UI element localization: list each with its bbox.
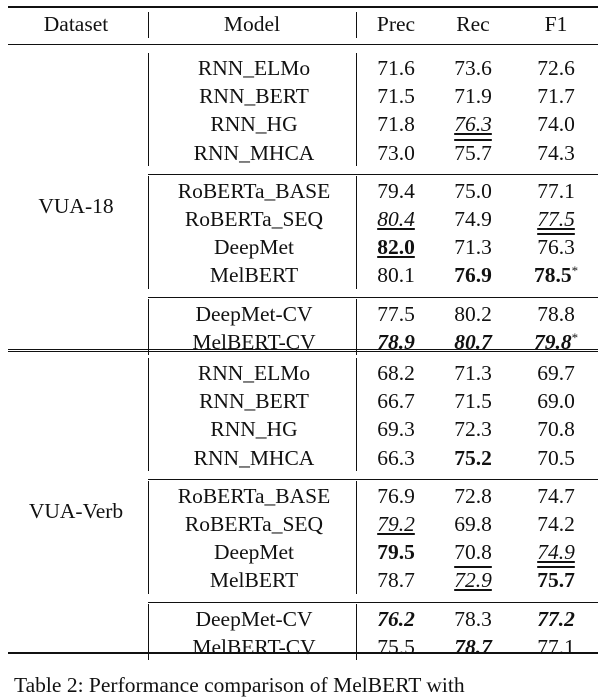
prec-number: 68.2: [377, 361, 415, 385]
prec-value: [377, 262, 415, 288]
f1-value: [537, 511, 575, 537]
prec-number: 71.6: [377, 56, 415, 80]
model-name: MelBERT: [209, 263, 299, 288]
prec-number: 80.4: [377, 207, 415, 231]
prec-number: 71.8: [377, 112, 415, 137]
rec-number: 71.5: [454, 389, 492, 414]
header-prec: Prec: [376, 12, 416, 36]
rec-value: [454, 206, 492, 232]
prec-number: 78.9: [377, 329, 415, 354]
model-name: RNN_MHCA: [193, 445, 315, 470]
f1-value: [537, 55, 575, 81]
top-rule: [8, 6, 598, 8]
f1-number: 74.0: [537, 112, 575, 137]
rec-value: [454, 234, 492, 260]
model-name: RoBERTa_BASE: [177, 178, 331, 203]
f1-value: [537, 539, 575, 565]
f1-value: [537, 178, 575, 204]
significance-mark: *: [571, 263, 579, 279]
rec-value: [454, 178, 492, 204]
model-sep: [356, 604, 357, 660]
model-sep: [356, 481, 357, 594]
f1-number: 70.5: [537, 445, 575, 470]
header-rec: Rec: [456, 12, 490, 36]
rec-value: [454, 511, 492, 537]
rec-value: [454, 606, 492, 632]
prec-number: 78.7: [377, 568, 415, 593]
f1-number: 79.8: [533, 329, 572, 354]
prec-value: [377, 178, 415, 204]
prec-value: [377, 483, 415, 509]
f1-value: [537, 416, 575, 442]
group-rule: [148, 174, 598, 175]
f1-number: 69.7: [537, 361, 575, 385]
f1-value: [537, 388, 575, 414]
rec-number: 76.3: [454, 112, 492, 137]
f1-value: [537, 140, 575, 166]
rec-number: 71.3: [454, 235, 492, 260]
prec-number: 69.3: [377, 417, 415, 442]
group-rule: [148, 297, 598, 298]
f1-number: 77.2: [537, 606, 575, 631]
prec-value: [377, 329, 415, 355]
prec-number: 82.0: [377, 235, 415, 260]
f1-value: [537, 567, 575, 593]
f1-value: [534, 329, 578, 355]
prec-value: [377, 539, 415, 565]
rec-value: [454, 445, 492, 471]
f1-number: 74.9: [537, 540, 575, 565]
rec-value: [454, 483, 492, 509]
rec-number: 75.7: [454, 140, 492, 165]
model-name: RNN_HG: [210, 417, 298, 442]
significance-mark: *: [571, 329, 579, 345]
prec-value: [377, 234, 415, 260]
f1-value: [534, 262, 578, 288]
prec-number: 80.1: [377, 263, 415, 288]
f1-number: 74.3: [537, 140, 575, 165]
rec-number: 80.7: [454, 329, 492, 354]
rec-number: 71.3: [454, 361, 492, 385]
rec-number: 75.2: [454, 445, 492, 470]
f1-number: 78.8: [537, 301, 575, 326]
rec-number: 78.7: [454, 634, 492, 659]
model-name: DeepMet: [214, 540, 294, 565]
model-sep: [356, 358, 357, 471]
rec-value: [454, 83, 492, 109]
dataset-label: VUA-18: [38, 194, 114, 218]
dataset-sep: [148, 176, 149, 289]
f1-number: 74.2: [537, 512, 575, 536]
model-name: RNN_BERT: [199, 389, 309, 414]
prec-number: 79.2: [377, 512, 415, 536]
prec-value: [377, 360, 415, 386]
model-sep: [356, 53, 357, 166]
rec-number: 76.9: [454, 263, 492, 288]
f1-value: [537, 83, 575, 109]
prec-value: [377, 83, 415, 109]
prec-value: [377, 511, 415, 537]
f1-number: 77.1: [537, 634, 575, 659]
f1-value: [537, 206, 575, 232]
rec-value: [454, 416, 492, 442]
prec-value: [377, 388, 415, 414]
dataset-sep: [148, 299, 149, 355]
model-name: MelBERT-CV: [192, 329, 316, 354]
model-name: MelBERT-CV: [192, 634, 316, 659]
rec-value: [454, 634, 492, 660]
f1-value: [537, 606, 575, 632]
f1-number: 71.7: [537, 84, 575, 109]
model-sep: [356, 176, 357, 289]
model-name: RNN_ELMo: [197, 56, 311, 80]
prec-number: 79.5: [377, 540, 415, 565]
f1-number: 78.5: [533, 263, 572, 288]
header-model: Model: [223, 12, 281, 36]
prec-number: 79.4: [377, 178, 415, 203]
model-sep: [356, 299, 357, 355]
model-name: RoBERTa_SEQ: [184, 207, 324, 231]
prec-value: [377, 111, 415, 137]
f1-number: 74.7: [537, 483, 575, 508]
prec-value: [377, 606, 415, 632]
rec-value: [454, 301, 492, 327]
model-name: RNN_HG: [210, 112, 298, 137]
table-caption: Table 2: Performance comparison of MelBERT with: [14, 673, 465, 697]
f1-value: [537, 234, 575, 260]
prec-value: [377, 206, 415, 232]
prec-number: 76.2: [377, 606, 415, 631]
header-sep-1: [148, 12, 149, 38]
f1-number: 77.5: [537, 207, 575, 231]
prec-number: 66.3: [377, 445, 415, 470]
dataset-sep: [148, 53, 149, 166]
rec-value: [454, 539, 492, 565]
rec-number: 72.3: [454, 417, 492, 442]
prec-number: 73.0: [377, 140, 415, 165]
prec-value: [377, 416, 415, 442]
header-f1: F1: [544, 12, 568, 36]
dataset-sep: [148, 604, 149, 660]
f1-value: [537, 445, 575, 471]
model-name: DeepMet-CV: [195, 606, 313, 631]
header-rule: [8, 44, 598, 45]
f1-number: 75.7: [537, 568, 575, 593]
prec-number: 75.5: [377, 634, 415, 659]
prec-number: 66.7: [377, 389, 415, 414]
group-rule: [148, 602, 598, 603]
rec-value: [454, 55, 492, 81]
f1-number: 76.3: [537, 235, 575, 260]
rec-value: [454, 567, 492, 593]
prec-value: [377, 55, 415, 81]
model-name: RNN_MHCA: [193, 140, 315, 165]
f1-number: 70.8: [537, 417, 575, 442]
prec-value: [377, 140, 415, 166]
rec-number: 70.8: [454, 540, 492, 565]
rec-value: [454, 140, 492, 166]
f1-number: 72.6: [537, 56, 575, 80]
f1-value: [537, 111, 575, 137]
prec-value: [377, 445, 415, 471]
f1-value: [537, 483, 575, 509]
rec-value: [454, 388, 492, 414]
f1-value: [537, 360, 575, 386]
rec-number: 78.3: [454, 606, 492, 631]
rec-number: 72.8: [454, 483, 492, 508]
header-sep-2: [356, 12, 357, 38]
prec-value: [377, 301, 415, 327]
dataset-sep: [148, 358, 149, 471]
prec-number: 71.5: [377, 84, 415, 109]
dataset-label: VUA-Verb: [28, 499, 124, 523]
rec-value: [454, 111, 492, 137]
model-name: DeepMet: [214, 235, 294, 260]
rec-number: 69.8: [454, 512, 492, 536]
rec-number: 74.9: [454, 207, 492, 231]
rec-value: [454, 262, 492, 288]
f1-value: [537, 301, 575, 327]
prec-number: 77.5: [377, 301, 415, 326]
model-name: RNN_ELMo: [197, 361, 311, 385]
prec-value: [377, 634, 415, 660]
rec-number: 71.9: [454, 84, 492, 109]
model-name: RoBERTa_BASE: [177, 483, 331, 508]
model-name: RNN_BERT: [199, 84, 309, 109]
header-dataset: Dataset: [43, 12, 109, 36]
prec-number: 76.9: [377, 483, 415, 508]
group-rule: [148, 479, 598, 480]
rec-number: 73.6: [454, 56, 492, 80]
rec-number: 72.9: [454, 568, 492, 593]
rec-number: 75.0: [454, 178, 492, 203]
model-name: RoBERTa_SEQ: [184, 512, 324, 536]
model-name: MelBERT: [209, 568, 299, 593]
prec-value: [377, 567, 415, 593]
f1-number: 69.0: [537, 389, 575, 414]
rec-value: [454, 360, 492, 386]
rec-number: 80.2: [454, 301, 492, 326]
f1-number: 77.1: [537, 178, 575, 203]
model-name: DeepMet-CV: [195, 301, 313, 326]
dataset-sep: [148, 481, 149, 594]
rec-value: [454, 329, 492, 355]
f1-value: [537, 634, 575, 660]
